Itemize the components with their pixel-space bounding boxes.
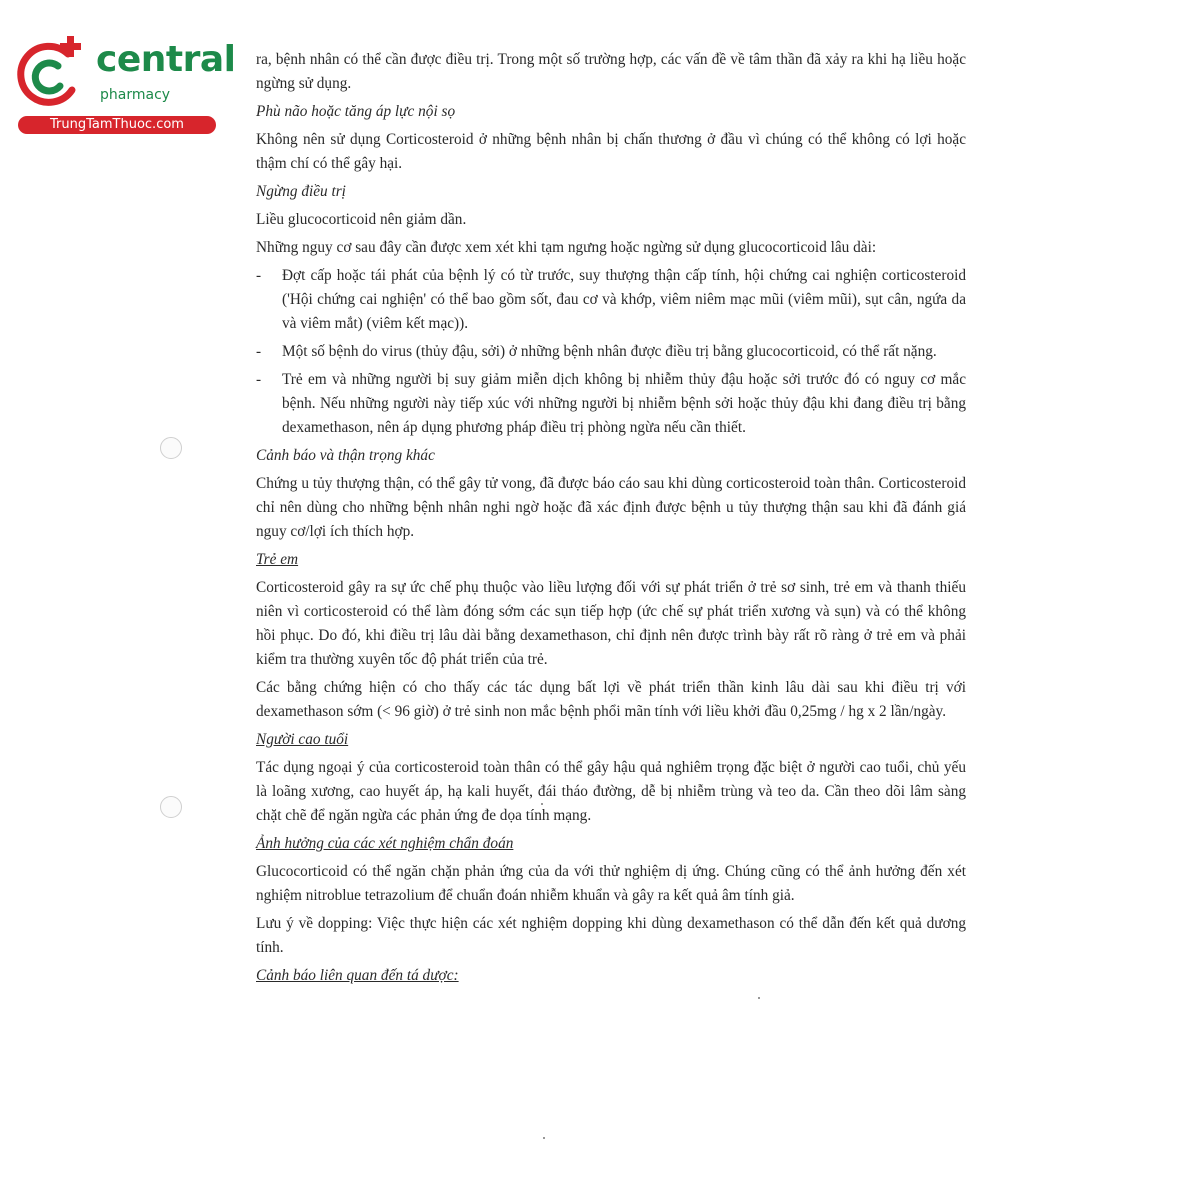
paragraph: Các bằng chứng hiện có cho thấy các tác dụng bất lợi về phát triển thần kinh lâu dài sau khi điều trị với dexamethason sớm (< 96 giờ) ở trẻ sinh non mắc bệnh phổi mãn tính với liều khởi đầu 0,25mg / hg x 2 lần/ngày.	[256, 679, 966, 720]
list-item: - Đợt cấp hoặc tái phát của bệnh lý có từ trước, suy thượng thận cấp tính, hội chứng cai nghiện corticosteroid ('Hội chứng cai nghiện' có thể bao gồm sốt, đau cơ và khớp, viêm niêm mạc mũi (viêm mũi), sụt cân, ngứa da và viêm mắt) (viêm kết mạc)).	[256, 264, 966, 336]
paragraph: Tác dụng ngoại ý của corticosteroid toàn thân có thể gây hậu quả nghiêm trọng đặc biệt ở người cao tuổi, chủ yếu là loãng xương, cao huyết áp, hạ kali huyết, đái tháo đường, dễ bị nhiễm trùng và teo da. Cần theo dõi lâm sàng chặt chẽ để ngăn ngừa các phản ứng đe dọa tính mạng.	[256, 759, 966, 824]
paragraph: Không nên sử dụng Corticosteroid ở những bệnh nhân bị chấn thương ở đầu vì chúng có thể không có lợi hoặc thậm chí có thể gây hại.	[256, 131, 966, 172]
section-heading: Ảnh hưởng của các xét nghiệm chẩn đoán	[256, 835, 514, 852]
section-heading: Ngừng điều trị	[256, 183, 346, 200]
paragraph: Lưu ý về dopping: Việc thực hiện các xét nghiệm dopping khi dùng dexamethason có thể dẫn đến kết quả dương tính.	[256, 915, 966, 956]
scan-speck	[543, 1137, 545, 1139]
scan-speck	[758, 997, 760, 999]
section-heading: Cảnh báo liên quan đến tá dược:	[256, 967, 459, 984]
list-item: - Trẻ em và những người bị suy giảm miễn dịch không bị nhiễm thủy đậu hoặc sởi trước đó có nguy cơ mắc bệnh. Nếu những người này tiếp xúc với những người bị nhiễm bệnh sởi hoặc thủy đậu khi đang điều trị bằng dexamethason, nên áp dụng phương pháp điều trị phòng ngừa nếu cần thiết.	[256, 368, 966, 440]
section-heading: Cảnh báo và thận trọng khác	[256, 447, 435, 464]
list-item: - Một số bệnh do virus (thủy đậu, sởi) ở những bệnh nhân được điều trị bằng glucocorticoid, có thể rất nặng.	[256, 340, 966, 364]
bullet-list	[256, 264, 966, 440]
paragraph: ra, bệnh nhân có thể cần được điều trị. Trong một số trường hợp, các vấn đề về tâm thần đã xảy ra khi hạ liều hoặc ngừng sử dụng.	[256, 51, 966, 92]
paragraph: Glucocorticoid có thể ngăn chặn phản ứng của da với thử nghiệm dị ứng. Chúng cũng có thể ảnh hưởng đến xét nghiệm nitroblue tetrazolium để chuẩn đoán nhiễm khuẩn và gây ra kết quả âm tính giả.	[256, 863, 966, 904]
central-pharmacy-logo	[10, 36, 236, 136]
scan-speck	[541, 803, 543, 805]
paragraph: Liều glucocorticoid nên giảm dần.	[256, 211, 467, 228]
document-page	[256, 48, 966, 992]
paragraph: Những nguy cơ sau đây cần được xem xét khi tạm ngưng hoặc ngừng sử dụng glucocorticoid lâu dài:	[256, 239, 877, 256]
paragraph: Corticosteroid gây ra sự ức chế phụ thuộc vào liều lượng đối với sự phát triển ở trẻ sơ sinh, trẻ em và thanh thiếu niên vì corticosteroid có thể làm đóng sớm các sụn tiếp hợp (ức chế sự phát triển xương và sụn) và có thể không hồi phục. Do đó, khi điều trị lâu dài bằng dexamethason, chỉ định nên được trình bày rất rõ ràng ở trẻ em và phải kiểm tra thường xuyên tốc độ phát triển của trẻ.	[256, 579, 966, 668]
paragraph: Chứng u tủy thượng thận, có thể gây tử vong, đã được báo cáo sau khi dùng corticosteroid toàn thân. Corticosteroid chỉ nên dùng cho những bệnh nhân nghi ngờ hoặc đã xác định được bệnh u tủy thượng thận sau khi đã đánh giá nguy cơ/lợi ích thích hợp.	[256, 475, 966, 540]
pharmacy-cross-logo-icon	[10, 36, 90, 116]
punch-hole	[160, 796, 182, 818]
section-heading: Trẻ em	[256, 551, 299, 568]
site-badge: TrungTamThuoc.com	[18, 116, 216, 134]
punch-hole	[160, 437, 182, 459]
section-heading: Phù não hoặc tăng áp lực nội sọ	[256, 103, 456, 120]
section-heading: Người cao tuổi	[256, 731, 349, 748]
brand-name: central	[96, 39, 236, 80]
brand-subtitle: pharmacy	[100, 87, 171, 103]
